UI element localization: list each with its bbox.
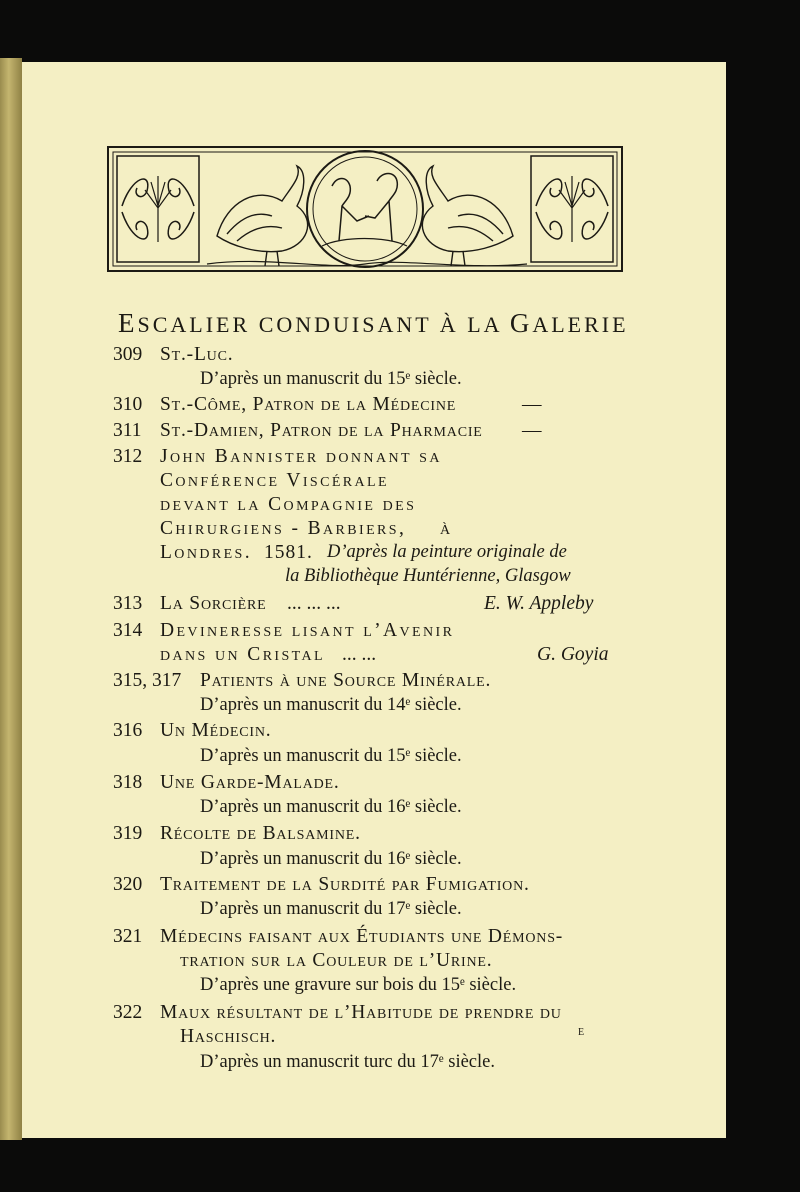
entry-title-line: Haschisch. xyxy=(180,1026,277,1047)
entry-note: D’après un manuscrit du 16ᵉ siècle. xyxy=(200,849,462,869)
entry-dash: — xyxy=(522,420,542,441)
entry-dash: — xyxy=(522,394,542,415)
entry-title: St.-Damien, Patron de la Pharmacie xyxy=(160,420,483,441)
entry-title: Traitement de la Surdité par Fumigation. xyxy=(160,874,530,895)
entry-title: Patients à une Source Minérale. xyxy=(200,670,492,691)
entry-title-line: Chirurgiens - Barbiers, xyxy=(160,518,407,539)
section-heading: ESCALIER CONDUISANT À LA GALERIE xyxy=(118,308,629,338)
entry-title-line: Maux résultant de l’Habitude de prendre du xyxy=(160,1002,562,1023)
entry-number: 311 xyxy=(113,420,142,441)
entry-dots: ... ... ... xyxy=(287,593,341,614)
entry-title-line: Londres. xyxy=(160,542,252,563)
entry-title-line: John Bannister donnant sa xyxy=(160,446,442,467)
entry-note: D’après un manuscrit du 14ᵉ siècle. xyxy=(200,695,462,715)
entry-number: 321 xyxy=(113,926,143,947)
entry-note: D’après un manuscrit du 17ᵉ siècle. xyxy=(200,899,462,919)
entry-title-line: devant la Compagnie des xyxy=(160,494,417,515)
entry-note: D’après une gravure sur bois du 15ᵉ siècle. xyxy=(200,975,517,995)
entry-title-line: Devineresse lisant l’Avenir xyxy=(160,620,455,641)
cockerel-left-icon xyxy=(217,166,308,266)
palmette-left-icon xyxy=(117,156,199,262)
entry-title-line: tration sur la Couleur de l’Urine. xyxy=(180,950,493,971)
entry-number: 316 xyxy=(113,720,143,741)
entry-title-line: dans un Cristal xyxy=(160,644,325,665)
entry-number: 322 xyxy=(113,1002,143,1023)
entry-note: D’après un manuscrit du 15ᵉ siècle. xyxy=(200,369,462,389)
medallion-figures-icon xyxy=(307,151,423,267)
signature-mark: E xyxy=(578,1027,586,1038)
entry-number: 314 xyxy=(113,620,143,641)
entry-number: 318 xyxy=(113,772,143,793)
entry-title: St.-Luc. xyxy=(160,344,234,365)
entry-title: La Sorcière xyxy=(160,593,267,614)
entry-number: 319 xyxy=(113,823,143,844)
book-spine xyxy=(0,58,22,1140)
entry-title: Un Médecin. xyxy=(160,720,272,741)
entry-note: la Bibliothèque Huntérienne, Glasgow xyxy=(285,566,571,586)
entry-title: St.-Côme, Patron de la Médecine xyxy=(160,394,457,415)
entry-year: 1581. xyxy=(264,542,313,563)
entry-title-line: Conférence Viscérale xyxy=(160,470,389,491)
entry-number: 315, 317 xyxy=(113,670,182,691)
entry-number: 309 xyxy=(113,344,143,365)
entry-number: 310 xyxy=(113,394,143,415)
entry-note: D’après un manuscrit du 16ᵉ siècle. xyxy=(200,797,462,817)
entry-number: 313 xyxy=(113,593,143,614)
cockerel-right-icon xyxy=(422,166,513,266)
entry-artist: G. Goyia xyxy=(537,644,609,665)
entry-number: 312 xyxy=(113,446,143,467)
page xyxy=(22,62,726,1138)
entry-title-word: à xyxy=(440,518,451,539)
entry-dots: ... ... xyxy=(342,644,377,665)
entry-title: Une Garde-Malade. xyxy=(160,772,340,793)
palmette-right-icon xyxy=(531,156,613,262)
entry-note: D’après la peinture originale de xyxy=(327,542,567,562)
entry-artist: E. W. Appleby xyxy=(484,593,594,614)
entry-title: Récolte de Balsamine. xyxy=(160,823,361,844)
entry-title-line: Médecins faisant aux Étudiants une Démons- xyxy=(160,926,564,947)
ornament-header xyxy=(107,146,623,276)
entry-note: D’après un manuscrit turc du 17ᵉ siècle. xyxy=(200,1052,495,1072)
entry-number: 320 xyxy=(113,874,143,895)
entry-note: D’après un manuscrit du 15ᵉ siècle. xyxy=(200,746,462,766)
